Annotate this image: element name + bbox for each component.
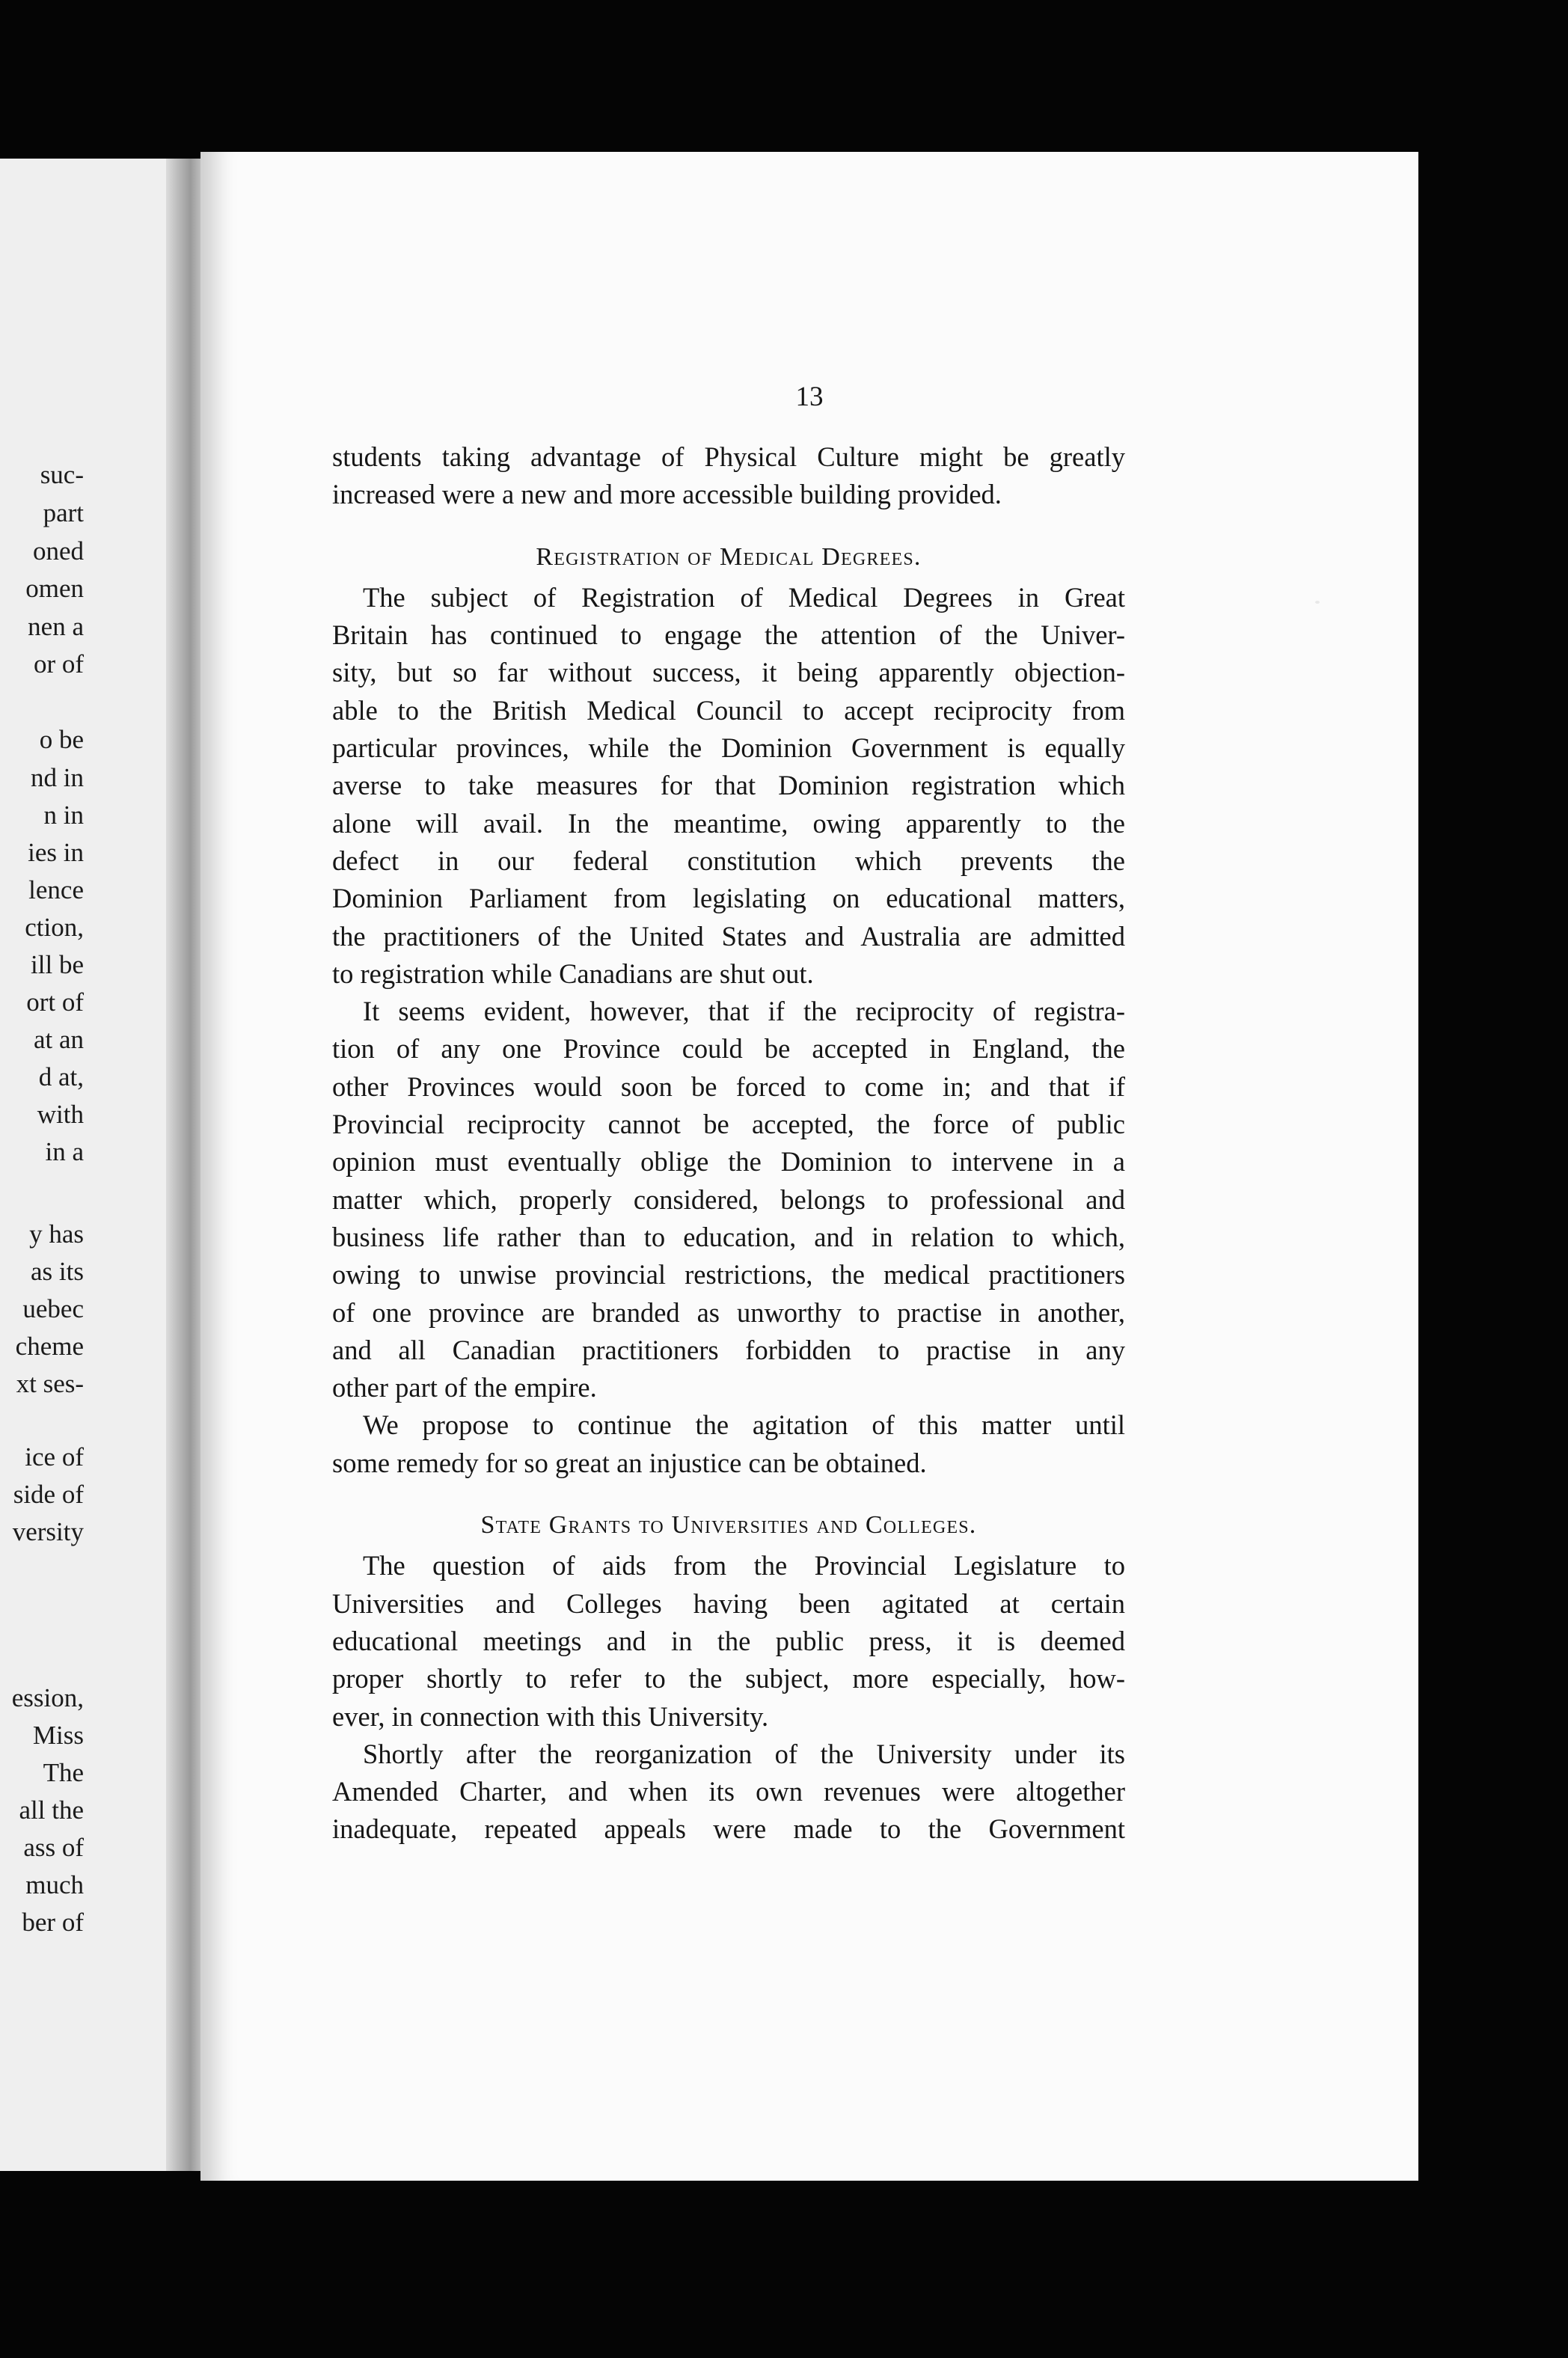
previous-page-fragment: uebec	[22, 1294, 84, 1323]
page-number: 13	[795, 382, 824, 412]
previous-page-fragment: nd in	[31, 763, 84, 792]
text-line: alone will avail. In the meantime, owing apparently to the	[332, 807, 1125, 839]
previous-page-fragment: cheme	[15, 1332, 84, 1361]
text-line: The subject of Registration of Medical Degrees in Great	[363, 581, 1125, 613]
text-line: ever, in connection with this University.	[332, 1700, 769, 1732]
text-line: to registration while Canadians are shut out.	[332, 958, 814, 989]
text-line: averse to take measures for that Dominion registration which	[332, 770, 1125, 801]
text-line: Shortly after the reorganization of the University under its	[363, 1738, 1125, 1769]
text-line: the practitioners of the United States and Australia are admitted	[332, 920, 1125, 952]
previous-page-fragment: ice of	[25, 1442, 84, 1472]
previous-page-fragment: in a	[45, 1137, 84, 1166]
text-line: educational meetings and in the public press, it is deemed	[332, 1625, 1125, 1656]
previous-page-fragment: o be	[39, 725, 84, 754]
previous-page-fragment: ession,	[11, 1683, 84, 1712]
text-line: some remedy for so great an injustice can be obtained.	[332, 1447, 927, 1478]
text-line: opinion must eventually oblige the Dominion to intervene in a	[332, 1146, 1125, 1178]
previous-page-fragment: The	[43, 1758, 84, 1787]
page	[200, 152, 1418, 2181]
text-line: The question of aids from the Provincial Legislature to	[363, 1550, 1125, 1581]
text-line: Universities and Colleges having been agitated at certain	[332, 1587, 1125, 1619]
paragraph	[332, 579, 1125, 993]
text-line: Amended Charter, and when its own revenues were altogether	[332, 1776, 1125, 1807]
previous-page-fragment: oned	[32, 536, 84, 566]
section-heading: State Grants to Universities and Colleges.	[480, 1511, 977, 1540]
previous-page-fragment: as its	[31, 1257, 84, 1286]
previous-page-fragment: versity	[12, 1517, 84, 1546]
paper-speck	[1315, 601, 1320, 604]
text-line: defect in our federal constitution which prevents the	[332, 845, 1125, 876]
opening-paragraph	[332, 438, 1125, 514]
previous-page-fragment: d at,	[38, 1062, 84, 1091]
text-line: It seems evident, however, that if the reciprocity of registra-	[363, 996, 1125, 1027]
previous-page-fragment: ber of	[22, 1908, 84, 1937]
text-line: business life rather than to education, and in relation to which,	[332, 1221, 1125, 1252]
text-line: Dominion Parliament from legislating on educational matters,	[332, 883, 1125, 914]
paragraph	[332, 1406, 1125, 1482]
text-line: other part of the empire.	[332, 1372, 597, 1403]
previous-page-fragment: ort of	[26, 987, 84, 1017]
text-line: tion of any one Province could be accepted in England, the	[332, 1033, 1125, 1065]
previous-page-fragment: at an	[33, 1025, 84, 1054]
previous-page-fragment: xt ses-	[16, 1369, 84, 1398]
book-gutter-shadow	[166, 159, 200, 2171]
text-line: proper shortly to refer to the subject, more especially, how-	[332, 1663, 1125, 1694]
previous-page-fragment: part	[43, 498, 84, 527]
previous-page-fragment: lence	[28, 875, 84, 904]
previous-page-fragment: or of	[33, 649, 84, 679]
text-line: Provincial reciprocity cannot be accepted, the force of public	[332, 1109, 1125, 1140]
previous-page-fragment: omen	[25, 574, 84, 603]
text-line: matter which, properly considered, belongs to professional and	[332, 1183, 1125, 1215]
text-line: of one province are branded as unworthy to practise in another,	[332, 1296, 1125, 1328]
previous-page-fragment: ies in	[28, 838, 84, 867]
previous-page-fragment: side of	[13, 1480, 84, 1509]
previous-page-fragment: much	[25, 1870, 84, 1899]
paragraph	[332, 993, 1125, 1406]
previous-page-fragment: nen a	[28, 612, 84, 641]
text-line: other Provinces would soon be forced to come in; and that if	[332, 1071, 1125, 1102]
previous-page-fragment: all the	[19, 1795, 84, 1825]
previous-page-edge	[0, 159, 200, 2171]
text-line: particular provinces, while the Dominion Government is equally	[332, 732, 1125, 764]
previous-page-fragment: n in	[43, 800, 84, 830]
paragraph	[332, 1547, 1125, 1735]
text-line: inadequate, repeated appeals were made to the Government	[332, 1813, 1125, 1845]
previous-page-fragment: with	[37, 1100, 84, 1129]
text-line: increased were a new and more accessible building provided.	[332, 479, 1002, 510]
text-line: students taking advantage of Physical Culture might be greatly	[332, 441, 1125, 472]
text-line: owing to unwise provincial restrictions, the medical practitioners	[332, 1259, 1125, 1290]
text-line: sity, but so far without success, it being apparently objection-	[332, 657, 1125, 688]
previous-page-fragment: y has	[29, 1219, 84, 1249]
text-line: able to the British Medical Council to accept reciprocity from	[332, 694, 1125, 726]
previous-page-fragment: ction,	[25, 913, 84, 942]
previous-page-fragment: Miss	[32, 1721, 84, 1750]
previous-page-fragment: ill be	[31, 950, 84, 979]
paragraph	[332, 1736, 1125, 1849]
text-line: and all Canadian practitioners forbidden to practise in any	[332, 1334, 1125, 1365]
previous-page-fragment: ass of	[23, 1833, 84, 1862]
text-line: Britain has continued to engage the attention of the Univer-	[332, 619, 1125, 651]
text-line: We propose to continue the agitation of this matter until	[363, 1409, 1125, 1441]
previous-page-fragment: suc-	[40, 460, 84, 489]
section-heading: Registration of Medical Degrees.	[536, 542, 922, 571]
body-text	[332, 438, 1125, 1849]
